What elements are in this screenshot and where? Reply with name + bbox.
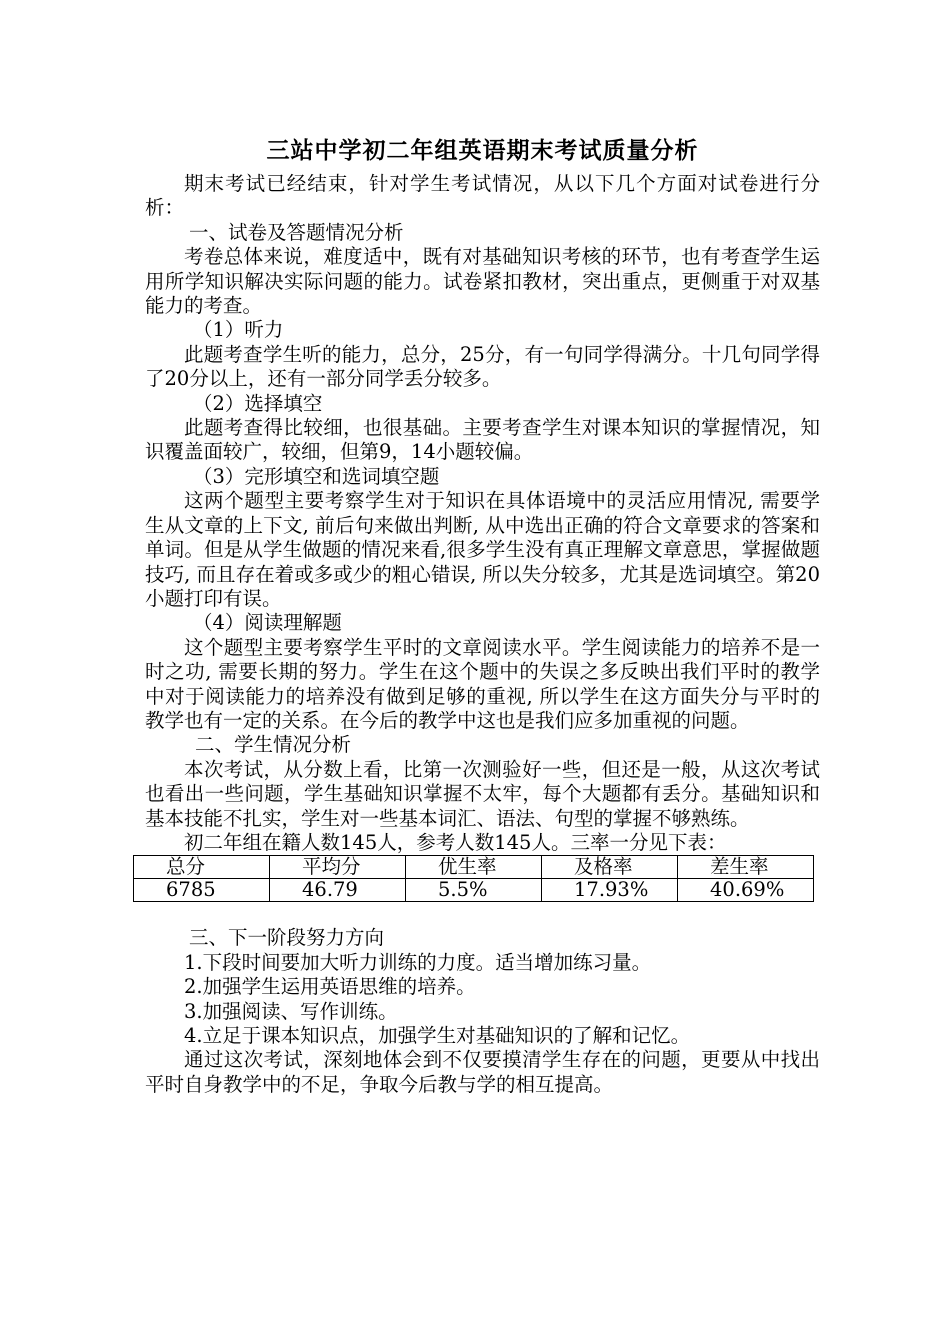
conclusion-paragraph: 通过这次考试，深刻地体会到不仅要摸清学生存在的问题，更要从中找出平时自身教学中的不足，争取今后教与学的相互提高。 (145, 1048, 820, 1096)
section1-heading: 一、试卷及答题情况分析 (189, 220, 404, 244)
choice-paragraph: 此题考查得比较细，也很基础。主要考查学生对课本知识的掌握情况，知识覆盖面较广，较细，但第9，14小题较偏。 (145, 416, 820, 464)
table-header-cell: 总分 (134, 856, 270, 879)
reading-heading: （4）阅读理解题 (193, 611, 342, 635)
table-header-cell: 差生率 (678, 856, 814, 879)
reading-paragraph: 这个题型主要考察学生平时的文章阅读水平。学生阅读能力的培养不是一时之功, 需要长期的努力。学生在这个题中的失误之多反映出我们平时的教学中对于阅读能力的培养没有做到足够的重视, 所以学生在这方面失分与平时的教学也有一定的关系。在今后的教学中这也是我们应多加重视的问题。 (145, 635, 820, 732)
listening-paragraph: 此题考查学生听的能力，总分，25分，有一句同学得满分。十几句同学得了20分以上，还有一部分同学丢分较多。 (145, 342, 820, 391)
cloze-paragraph: 这两个题型主要考察学生对于知识在具体语境中的灵活应用情况, 需要学生从文章的上下文, 前后句来做出判断, 从中选出正确的符合文章要求的答案和单词。但是从学生做题的情况来看,很多学生没有真正理解文章意思，掌握做题技巧, 而且存在着或多或少的粗心错误, 所以失分较多，尤其是选词填空。第20小题打印有误。 (145, 489, 820, 610)
document-title: 三站中学初二年组英语期末考试质量分析 (266, 137, 699, 164)
spacer (145, 902, 820, 926)
table-header-cell: 及格率 (542, 856, 678, 879)
table-header-cell: 平均分 (270, 856, 406, 879)
table-cell-poor-rate: 40.69% (678, 879, 814, 902)
section2-paragraph: 本次考试，从分数上看，比第一次测验好一些，但还是一般，从这次考试也看出一些问题，学生基础知识掌握不太牢，每个大题都有丢分。基础知识和基本技能不扎实，学生对一些基本词汇、语法、句型的掌握不够熟练。 (145, 757, 820, 830)
cloze-heading: （3）完形填空和选词填空题 (193, 464, 440, 488)
table-header-cell: 优生率 (406, 856, 542, 879)
table-cell-pass-rate: 17.93% (542, 879, 678, 902)
enrollment-line: 初二年组在籍人数145人，参考人数145人。三率一分见下表： (184, 830, 727, 854)
choice-heading: （2）选择填空 (193, 391, 323, 415)
intro-paragraph: 期末考试已经结束，针对学生考试情况，从以下几个方面对试卷进行分析： (145, 172, 820, 220)
table-header-row (134, 856, 814, 879)
list-item: 2.加强学生运用英语思维的培养。 (184, 975, 476, 999)
list-item: 4.立足于课本知识点，加强学生对基础知识的了解和记忆。 (184, 1024, 691, 1047)
listening-heading: （1）听力 (193, 318, 284, 342)
table-cell-excellent-rate: 5.5% (406, 879, 542, 902)
list-item: 3.加强阅读、写作训练。 (184, 999, 398, 1023)
table-row (134, 879, 814, 902)
section2-heading: 二、学生情况分析 (195, 733, 352, 757)
table-cell-average: 46.79 (270, 879, 406, 902)
score-table (133, 855, 814, 902)
list-item: 1.下段时间要加大听力训练的力度。适当增加练习量。 (184, 950, 652, 974)
table-cell-total: 6785 (134, 879, 270, 902)
section3-heading: 三、下一阶段努力方向 (189, 926, 385, 950)
document-page (145, 136, 820, 1097)
section1-overview: 考卷总体来说，难度适中，既有对基础知识考核的环节，也有考查学生运用所学知识解决实际问题的能力。试卷紧扣教材，突出重点，更侧重于对双基能力的考查。 (145, 245, 820, 318)
